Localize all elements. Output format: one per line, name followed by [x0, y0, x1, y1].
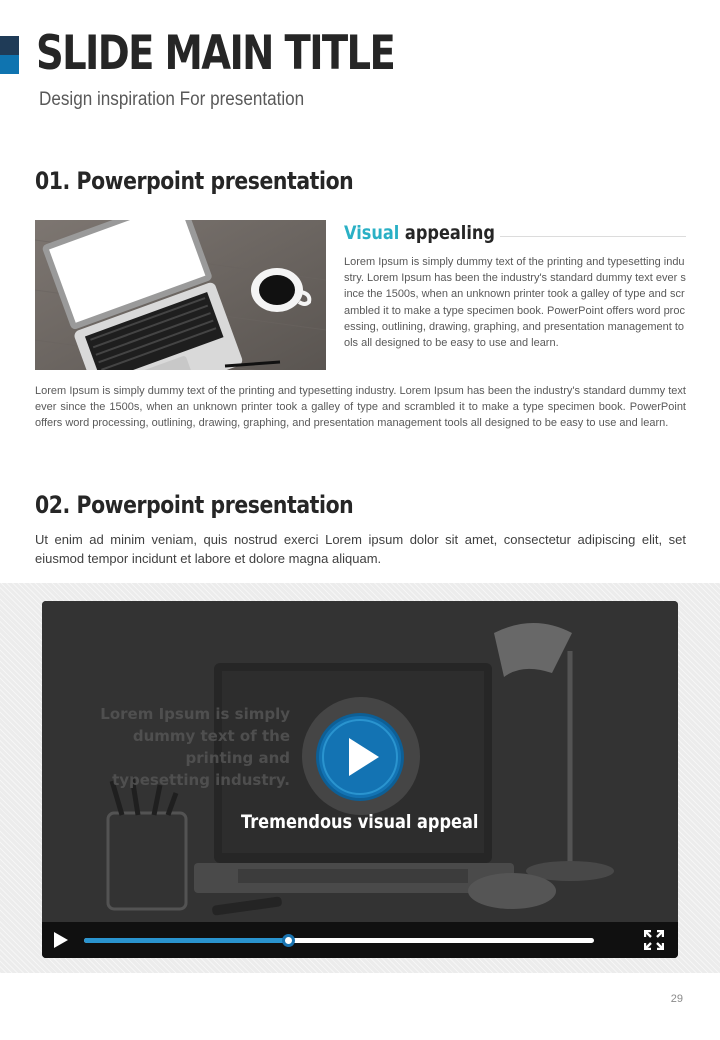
progress-thumb[interactable] [282, 934, 295, 947]
center-play-button[interactable] [319, 716, 401, 798]
video-player[interactable] [42, 601, 678, 958]
accent-bar-dark [0, 36, 19, 55]
section-1-title: 01. Powerpoint presentation [35, 167, 354, 195]
slide-subtitle: Design inspiration For presentation [39, 89, 305, 110]
control-play-icon[interactable] [52, 931, 70, 949]
accent-bar-blue [0, 55, 19, 74]
video-caption [42, 811, 678, 833]
progress-fill [84, 938, 288, 943]
heading-rest: appealing [399, 222, 495, 244]
video-controls [42, 922, 678, 958]
page-number: 29 [670, 993, 683, 1005]
fullscreen-icon[interactable] [644, 930, 664, 950]
heading-divider [500, 236, 686, 237]
progress-bar[interactable] [84, 938, 594, 943]
section-1-paragraph: Lorem Ipsum is simply dummy text of the printing and typesetting industry. Lorem Ipsum has been the industry's standard dummy text ever since the 1500s, when an unknown printer took a galley of type and scrambled it to make a type specimen book. PowerPoint offers word processing, outlining, drawing, graphing, and presentation management tools all designed to be easy to use and learn. [35, 385, 686, 430]
slide-title: SLIDE MAIN TITLE [36, 26, 395, 81]
section-1-side-paragraph: Lorem Ipsum is simply dummy text of the printing and typesetting industry. Lorem Ipsum has been the industry's standard dummy text ever since the 1500s, when an unknown printer took a galley of type and scrambled it to make a type specimen book. PowerPoint offers word processing, outlining, drawing, graphing, and presentation management tools all designed to be easy to use and learn. [344, 256, 686, 350]
title-accent-bar [0, 36, 19, 74]
video-overlay-text: Lorem Ipsum is simply dummy text of the printing and typesetting industry. [100, 705, 290, 789]
laptop-photo [35, 220, 326, 370]
visual-appealing-heading [344, 222, 495, 244]
play-icon [319, 716, 401, 798]
section-2-title: 02. Powerpoint presentation [35, 491, 354, 519]
heading-highlight: Visual [344, 222, 400, 244]
section-2-paragraph: Ut enim ad minim veniam, quis nostrud exerci Lorem ipsum dolor sit amet, consectetur adipiscing elit, set eiusmod tempor incidunt et labore et dolore magna aliquam. [35, 532, 686, 566]
video-caption-text: Tremendous visual appeal [241, 811, 479, 833]
